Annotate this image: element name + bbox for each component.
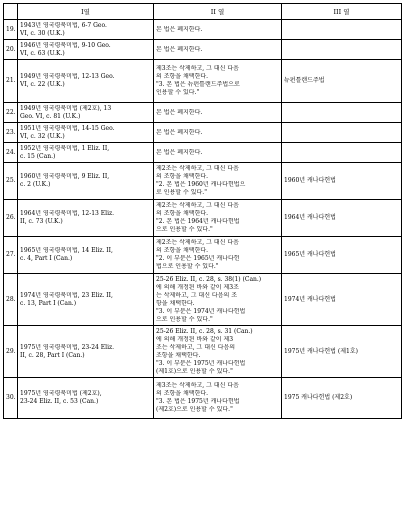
act-title-line: 1949년 영국령북미법, 12-13 Geo. — [20, 73, 115, 80]
row-number: 20. — [4, 40, 18, 60]
table-row — [4, 237, 402, 274]
act-title-line: VI, c. 30 (U.K.) — [20, 29, 65, 37]
amendment-line: 는 삭제하고, 그 대신 다음의 조 — [156, 291, 237, 299]
table-body — [4, 20, 402, 419]
amendment-cell — [154, 103, 282, 123]
new-name-cell: 1965년 캐나다헌법 — [282, 237, 402, 274]
new-name-cell: 1975 캐나다헌법 (제2호) — [282, 378, 402, 419]
amendment-line: 제2조는 삭제하고, 그 대신 다음 — [156, 202, 239, 209]
act-title-cell — [18, 20, 154, 40]
amendment-line: 의 조항을 채택한다. — [156, 210, 209, 217]
amendment-line: 본 법은 폐지한다. — [156, 108, 203, 116]
act-title-line: 23-24 Eliz. II, c. 53 (Can.) — [20, 398, 99, 405]
new-name-cell: 1964년 캐나다헌법 — [282, 200, 402, 237]
act-title-line: c. 13, Part I (Can.) — [20, 299, 77, 307]
act-title-cell — [18, 378, 154, 419]
table-row — [4, 326, 402, 378]
amendment-cell — [154, 123, 282, 143]
amendment-line: 25-26 Eliz. II, c. 28, s. 38(1) (Can.) — [156, 275, 262, 283]
row-number: 19. — [4, 20, 18, 40]
new-name-cell — [282, 143, 402, 163]
amendment-line: 제3조는 삭제하고, 그 대신 다음 — [156, 65, 239, 72]
act-title-line: 1974년 영국령북미법, 23 Eliz. II, — [20, 291, 113, 299]
amendment-cell — [154, 143, 282, 163]
amendment-cell — [154, 326, 282, 378]
new-name-cell — [282, 40, 402, 60]
amendment-line: 항을 채택한다. — [156, 299, 195, 307]
amendment-line: 의 조항을 채택한다. — [156, 390, 209, 397]
amendment-line: 본 법은 폐지한다. — [156, 25, 203, 33]
amendment-cell — [154, 274, 282, 326]
amendment-cell — [154, 20, 282, 40]
row-number: 27. — [4, 237, 18, 274]
row-number: 28. — [4, 274, 18, 326]
amendment-line: "3. 본 법은 뉴펀틀랜드주법으로 — [156, 81, 240, 88]
amendment-line: 로 인용할 수 있다." — [156, 189, 207, 196]
table-row — [4, 103, 402, 123]
amendment-line: (제1호)으로 인용할 수 있다." — [156, 367, 233, 375]
table-row — [4, 200, 402, 237]
amendment-line: 법으로 인용할 수 있다." — [156, 263, 219, 270]
act-title-cell — [18, 163, 154, 200]
amendment-cell — [154, 378, 282, 419]
new-name-cell: 1975년 캐나다헌법 (제1호) — [282, 326, 402, 378]
amendment-line: 제3조는 삭제하고, 그 대신 다음 — [156, 382, 239, 389]
table-row — [4, 163, 402, 200]
row-number: 30. — [4, 378, 18, 419]
row-number: 25. — [4, 163, 18, 200]
table-row — [4, 123, 402, 143]
act-title-line: c. 2 (U.K.) — [20, 181, 51, 188]
header-row — [4, 4, 402, 20]
table-row — [4, 20, 402, 40]
amendment-line: 으로 인용할 수 있다." — [156, 226, 213, 233]
act-title-cell — [18, 103, 154, 123]
amendment-line: 에 의해 개정된 바와 같이 제3조 — [156, 283, 239, 291]
row-number: 23. — [4, 123, 18, 143]
table-row — [4, 60, 402, 103]
new-name-cell — [282, 103, 402, 123]
new-name-cell: 1960년 캐나다헌법 — [282, 163, 402, 200]
act-title-cell — [18, 143, 154, 163]
amendment-line: 인용할 수 있다." — [156, 89, 200, 96]
row-number: 29. — [4, 326, 18, 378]
amendment-line: 25-26 Eliz. II, c. 28, s. 31 (Can.) — [156, 327, 253, 335]
header-col2: II 열 — [154, 4, 282, 20]
row-number: 21. — [4, 60, 18, 103]
act-title-line: II, c. 28, Part I (Can.) — [20, 351, 85, 359]
amendment-line: "3. 이 부분은 1975년 캐나다헌법 — [156, 359, 246, 367]
amendment-line: 으로 인용할 수 있다." — [156, 315, 213, 323]
act-title-cell — [18, 40, 154, 60]
table-row — [4, 378, 402, 419]
schedule-table — [3, 3, 402, 419]
amendment-cell — [154, 60, 282, 103]
amendment-line: 의 조항을 채택한다. — [156, 247, 209, 254]
amendment-line: "3. 본 법은 1975년 캐나다헌법 — [156, 398, 240, 405]
act-title-line: 1951년 영국령북미법, 14-15 Geo. — [20, 124, 115, 132]
act-title-cell — [18, 123, 154, 143]
amendment-cell — [154, 40, 282, 60]
amendment-line: 조항을 채택한다. — [156, 351, 201, 359]
amendment-line: "2. 이 부분은 1965년 캐나다헌 — [156, 255, 240, 262]
act-title-line: 1946년 영국령북미법, 9-10 Geo. — [20, 41, 111, 49]
header-num — [4, 4, 18, 20]
amendment-line: 제2조는 삭제하고, 그 대신 다음 — [156, 165, 239, 172]
amendment-line: 본 법은 폐지한다. — [156, 45, 203, 53]
act-title-line: Geo. VI, c. 81 (U.K.) — [20, 112, 81, 120]
act-title-line: 1943년 영국령북미법, 6-7 Geo. — [20, 21, 107, 29]
row-number: 26. — [4, 200, 18, 237]
act-title-cell — [18, 200, 154, 237]
amendment-line: (제2호)으로 인용할 수 있다." — [156, 406, 233, 413]
act-title-line: 1952년 영국령북미법, 1 Eliz. II, — [20, 144, 110, 152]
act-title-line: II, c. 73 (U.K.) — [20, 218, 63, 225]
amendment-line: "2. 본 법은 1964년 캐나다헌법 — [156, 218, 240, 225]
act-title-line: 1965년 영국령북미법, 14 Eliz. II, — [20, 247, 113, 254]
act-title-line: 1975년 영국령북미법 (제2호), — [20, 390, 102, 397]
act-title-line: 1964년 영국령북미법, 12-13 Eliz. — [20, 210, 115, 217]
amendment-line: 조는 삭제하고, 그 대신 다음의 — [156, 343, 236, 351]
amendment-line: 제2조는 삭제하고, 그 대신 다음 — [156, 239, 239, 246]
amendment-line: "2. 본 법은 1960년 캐나다헌법으 — [156, 181, 246, 188]
amendment-line: "3. 이 부분은 1974년 캐나다헌법 — [156, 307, 246, 315]
act-title-line: 1949년 영국령북미법 (제2호), 13 — [20, 104, 112, 112]
amendment-line: 본 법은 폐지한다. — [156, 128, 203, 136]
row-number: 22. — [4, 103, 18, 123]
row-number: 24. — [4, 143, 18, 163]
amendment-cell — [154, 237, 282, 274]
table-row — [4, 143, 402, 163]
act-title-line: c. 4, Part I (Can.) — [20, 255, 73, 262]
act-title-line: 1975년 영국령북미법, 23-24 Eliz. — [20, 343, 115, 351]
new-name-cell: 1974년 캐나다헌법 — [282, 274, 402, 326]
new-name-cell: 뉴펀틀랜드주법 — [282, 60, 402, 103]
amendment-line: 에 의해 개정된 바와 같이 제3 — [156, 335, 234, 343]
amendment-cell — [154, 163, 282, 200]
table-row — [4, 274, 402, 326]
header-col1: I열 — [18, 4, 154, 20]
act-title-cell — [18, 237, 154, 274]
act-title-line: 1960년 영국령북미법, 9 Eliz. II, — [20, 173, 110, 180]
amendment-cell — [154, 200, 282, 237]
new-name-cell — [282, 20, 402, 40]
act-title-line: VI, c. 63 (U.K.) — [20, 49, 65, 57]
amendment-line: 의 조항을 채택한다. — [156, 173, 209, 180]
new-name-cell — [282, 123, 402, 143]
act-title-line: VI, c. 22 (U.K.) — [20, 81, 65, 88]
table-row — [4, 40, 402, 60]
amendment-line: 의 조항을 채택한다. — [156, 73, 209, 80]
act-title-cell — [18, 60, 154, 103]
act-title-cell — [18, 326, 154, 378]
header-col3: III 열 — [282, 4, 402, 20]
act-title-line: c. 15 (Can.) — [20, 152, 56, 160]
amendment-line: 본 법은 폐지한다. — [156, 148, 203, 156]
act-title-cell — [18, 274, 154, 326]
act-title-line: VI, c. 32 (U.K.) — [20, 132, 65, 140]
